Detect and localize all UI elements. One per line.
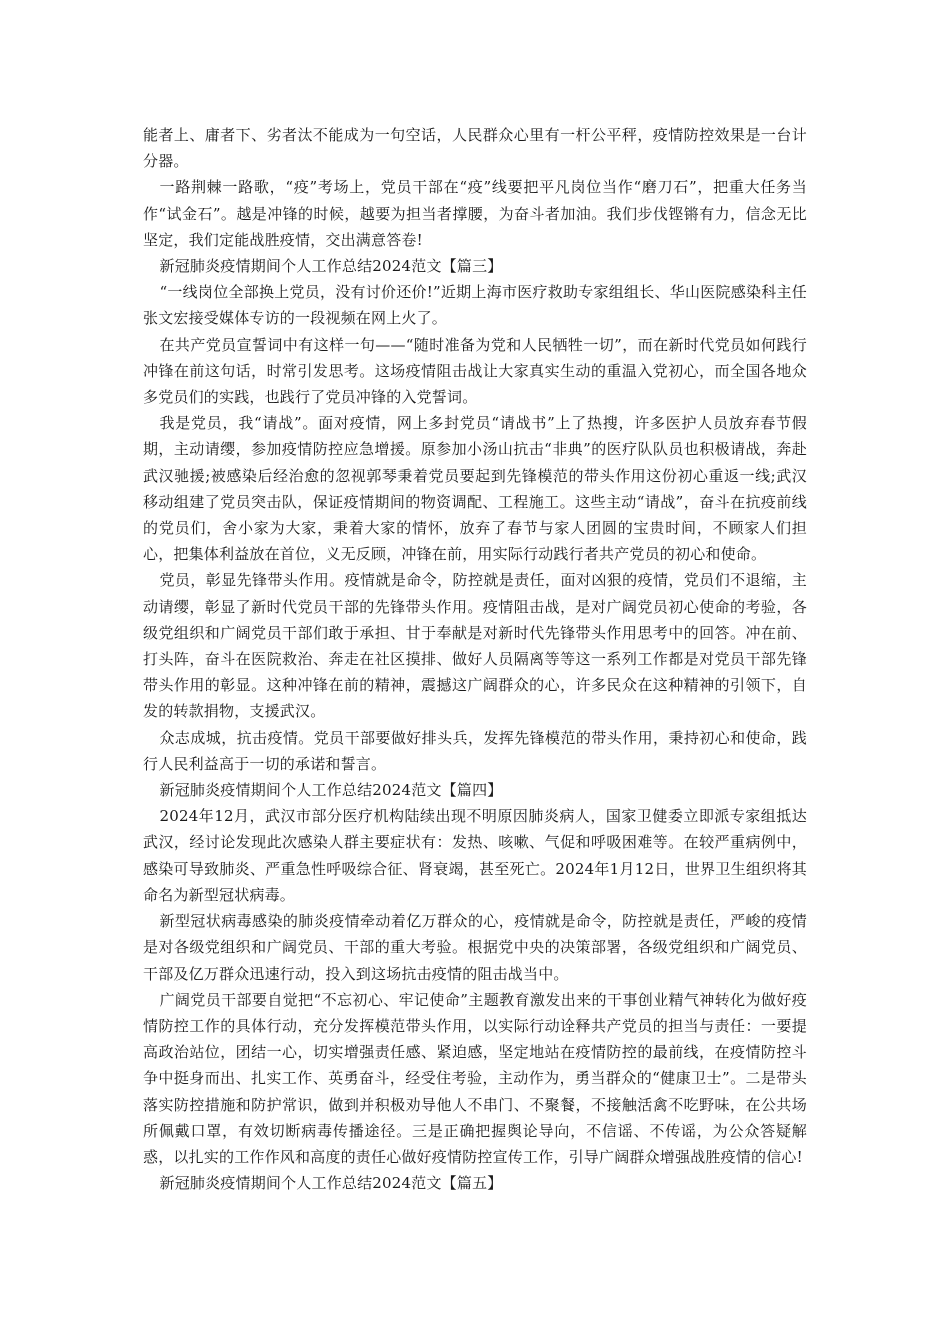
document-body <box>143 122 807 1196</box>
section-heading-part-four: 新冠肺炎疫情期间个人工作总结2024范文【篇四】 <box>159 781 503 800</box>
paragraph: “一线岗位全部换上党员，没有讨价还价!”近期上海市医疗救助专家组组长、华山医院感染科主任张文宏接受媒体专访的一段视频在网上火了。 <box>143 283 807 328</box>
paragraph: 一路荆棘一路歌，“疫”考场上，党员干部在“疫”线要把平凡岗位当作“磨刀石”，把重大任务当作“试金石”。越是冲锋的时候，越要为担当者撑腰，为奋斗者加油。我们步伐铿锵有力，信念无比坚定，我们定能战胜疫情，交出满意答卷! <box>143 178 807 249</box>
section-heading-part-three: 新冠肺炎疫情期间个人工作总结2024范文【篇三】 <box>159 257 503 276</box>
paragraph: 新型冠状病毒感染的肺炎疫情牵动着亿万群众的心，疫情就是命令，防控就是责任，严峻的疫情是对各级党组织和广阔党员、干部的重大考验。根据党中央的决策部署，各级党组织和广阔党员、干部及亿万群众迅速行动，投入到这场抗击疫情的阻击战当中。 <box>143 912 807 983</box>
paragraph: 2024年12月，武汉市部分医疗机构陆续出现不明原因肺炎病人，国家卫健委立即派专家组抵达武汉，经讨论发现此次感染人群主要症状有：发热、咳嗽、气促和呼吸困难等。在较严重病例中，感染可导致肺炎、严重急性呼吸综合征、肾衰竭，甚至死亡。2024年1月12日，世界卫生组织将其命名为新型冠状病毒。 <box>143 807 807 904</box>
paragraph: 我是党员，我“请战”。面对疫情，网上多封党员“请战书”上了热搜，许多医护人员放弃春节假期，主动请缨，参加疫情防控应急增援。原参加小汤山抗击“非典”的医疗队队员也积极请战，奔赴武汉驰援;被感染后经治愈的忽视郭琴秉着党员要起到先锋模范的带头作用这份初心重返一线;武汉移动组建了党员突击队，保证疫情期间的物资调配、工程施工。这些主动“请战”，奋斗在抗疫前线的党员们，舍小家为大家，秉着大家的情怀，放弃了春节与家人团圆的宝贵时间，不顾家人们担心，把集体利益放在首位，义无反顾，冲锋在前，用实际行动践行者共产党员的初心和使命。 <box>143 414 807 564</box>
section-heading-part-five: 新冠肺炎疫情期间个人工作总结2024范文【篇五】 <box>159 1174 503 1193</box>
paragraph: 能者上、庸者下、劣者汰不能成为一句空话，人民群众心里有一杆公平秤，疫情防控效果是一台计分器。 <box>143 126 807 171</box>
paragraph: 党员，彰显先锋带头作用。疫情就是命令，防控就是责任，面对凶狠的疫情，党员们不退缩，主动请缨，彰显了新时代党员干部的先锋带头作用。疫情阻击战，是对广阔党员初心使命的考验，各级党组织和广阔党员干部们敢于承担、甘于奉献是对新时代先锋带头作用思考中的回答。冲在前、打头阵，奋斗在医院救治、奔走在社区摸排、做好人员隔离等等这一系列工作都是对党员干部先锋带头作用的彰显。这种冲锋在前的精神，震撼这广阔群众的心，许多民众在这种精神的引领下，自发的转款捐物，支援武汉。 <box>143 571 807 721</box>
paragraph: 广阔党员干部要自觉把“不忘初心、牢记使命”主题教育激发出来的干事创业精气神转化为做好疫情防控工作的具体行动，充分发挥模范带头作用，以实际行动诠释共产党员的担当与责任：一要提高政治站位，团结一心，切实增强责任感、紧迫感，坚定地站在疫情防控的最前线，在疫情防控斗争中挺身而出、扎实工作、英勇奋斗，经受住考验，主动作为，勇当群众的“健康卫士”。二是带头落实防控措施和防护常识，做到并积极劝导他人不串门、不聚餐，不接触活禽不吃野味，在公共场所佩戴口罩，有效切断病毒传播途径。三是正确把握舆论导向，不信谣、不传谣，为公众答疑解惑，以扎实的工作作风和高度的责任心做好疫情防控宣传工作，引导广阔群众增强战胜疫情的信心! <box>143 990 807 1166</box>
paragraph: 众志成城，抗击疫情。党员干部要做好排头兵，发挥先锋模范的带头作用，秉持初心和使命，践行人民利益高于一切的承诺和誓言。 <box>143 728 807 773</box>
paragraph: 在共产党员宣誓词中有这样一句——“随时准备为党和人民牺牲一切”，而在新时代党员如何践行冲锋在前这句话，时常引发思考。这场疫情阻击战让大家真实生动的重温入党初心，而全国各地众多党员们的实践，也践行了党员冲锋的入党誓词。 <box>143 335 807 407</box>
